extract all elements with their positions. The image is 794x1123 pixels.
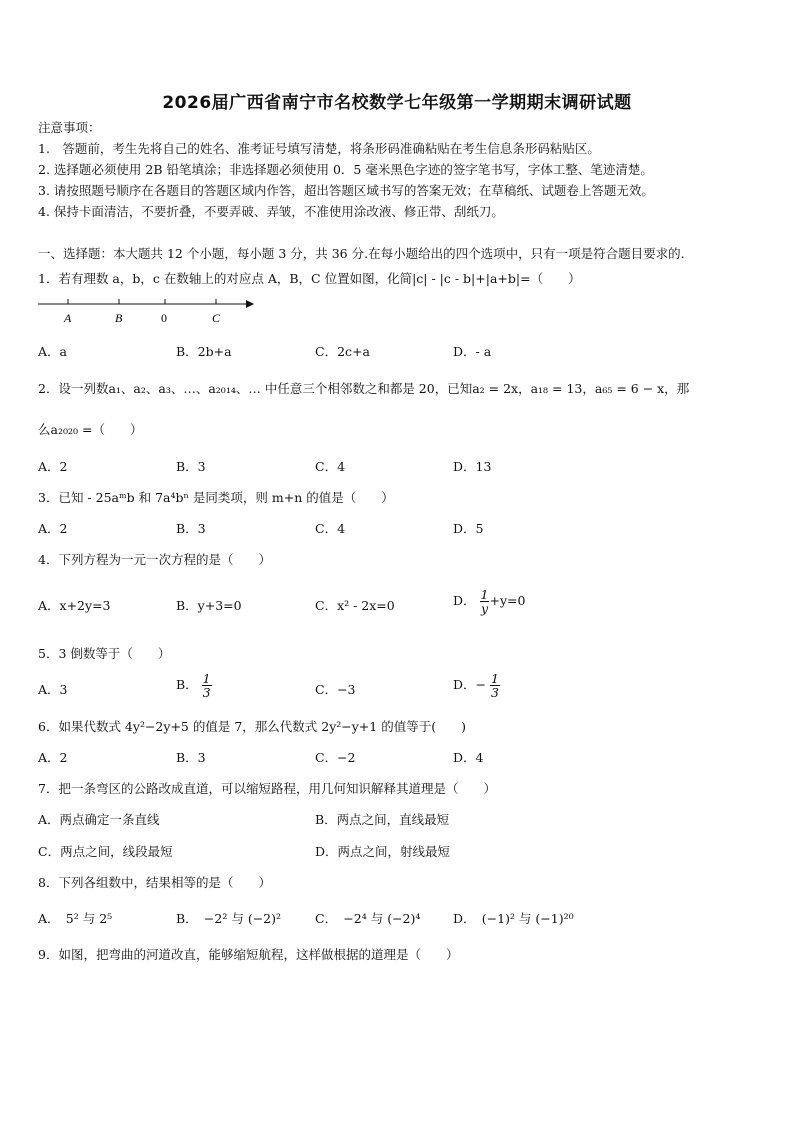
notice-item-1: 1. 答题前，考生先将自己的姓名、准考证号填写清楚，将条形码准确粘贴在考生信息条形码粘贴区。 bbox=[38, 141, 600, 156]
q4-option-c: C．x² - 2x=0 bbox=[315, 598, 395, 613]
question-1-stem: 1．若有理数 a，b，c 在数轴上的对应点 A，B，C 位置如图，化简|c| - |c - b|+|a+b|=（ ） bbox=[38, 271, 581, 286]
q5-option-d bbox=[453, 672, 500, 699]
q6-option-c: C．−2 bbox=[315, 750, 356, 765]
q6-option-b: B．3 bbox=[176, 750, 206, 765]
q4-fraction bbox=[480, 588, 490, 615]
q6-option-a: A．2 bbox=[38, 750, 68, 765]
q5-option-d-label: D．− bbox=[453, 677, 486, 692]
q1-option-a: A．a bbox=[38, 344, 67, 359]
q1-option-c: C．2c+a bbox=[315, 344, 370, 359]
q1-option-b: B．2b+a bbox=[176, 344, 232, 359]
q2-option-b: B．3 bbox=[176, 459, 206, 474]
q5-option-a: A．3 bbox=[38, 682, 68, 697]
number-line-arrow bbox=[246, 300, 254, 308]
q4-option-d-label: D． bbox=[453, 593, 476, 608]
notice-heading: 注意事项： bbox=[38, 120, 101, 135]
q5-d-fraction bbox=[490, 672, 500, 699]
q8-option-d: D． (−1)² 与 (−1)²⁰ bbox=[453, 911, 574, 926]
notice-item-4: 4. 保持卡面清洁，不要折叠，不要弄破、弄皱，不准使用涂改液、修正带、刮纸刀。 bbox=[38, 204, 504, 219]
label-c: C bbox=[212, 311, 221, 325]
q7-option-d: D．两点之间，射线最短 bbox=[315, 844, 451, 859]
label-a: A bbox=[64, 311, 72, 325]
question-3-stem: 3．已知 - 25aᵐb 和 7a⁴bⁿ 是同类项，则 m+n 的值是（ ） bbox=[38, 490, 394, 505]
q4-option-a: A．x+2y=3 bbox=[38, 598, 111, 613]
q5-b-numerator: 1 bbox=[202, 671, 211, 686]
question-6-stem: 6．如果代数式 4y²−2y+5 的值是 7，那么代数式 2y²−y+1 的值等于( ) bbox=[38, 719, 466, 734]
q4-fraction-numerator: 1 bbox=[480, 587, 489, 602]
q7-option-b: B．两点之间，直线最短 bbox=[315, 812, 450, 827]
q3-option-a: A．2 bbox=[38, 521, 68, 536]
q5-d-denominator: 3 bbox=[490, 685, 499, 700]
q5-option-b bbox=[176, 672, 212, 699]
q5-b-fraction bbox=[202, 672, 212, 699]
notice-item-3: 3. 请按照题号顺序在各题目的答题区域内作答，超出答题区域书写的答案无效；在草稿纸、试题卷上答题无效。 bbox=[38, 183, 654, 198]
q5-option-c: C．−3 bbox=[315, 682, 356, 697]
label-zero: 0 bbox=[161, 311, 167, 325]
question-5-stem: 5．3 倒数等于（ ） bbox=[38, 646, 171, 661]
number-line-svg bbox=[38, 296, 258, 326]
q5-b-denominator: 3 bbox=[202, 685, 211, 700]
q3-option-b: B．3 bbox=[176, 521, 206, 536]
q8-option-c: C． −2⁴ 与 (−2)⁴ bbox=[315, 911, 421, 926]
q6-option-d: D．4 bbox=[453, 750, 484, 765]
q3-option-d: D．5 bbox=[453, 521, 484, 536]
question-9-stem: 9．如图，把弯曲的河道改直，能够缩短航程，这样做根据的道理是（ ） bbox=[38, 947, 459, 962]
q8-option-a: A． 5² 与 2⁵ bbox=[38, 911, 113, 926]
question-7-stem: 7．把一条弯区的公路改成直道，可以缩短路程，用几何知识解释其道理是（ ） bbox=[38, 781, 496, 796]
q5-d-numerator: 1 bbox=[490, 671, 499, 686]
q2-option-c: C．4 bbox=[315, 459, 346, 474]
q7-option-c: C．两点之间，线段最短 bbox=[38, 844, 173, 859]
q5-option-b-label: B． bbox=[176, 677, 198, 692]
q4-option-d bbox=[453, 588, 525, 615]
question-8-stem: 8．下列各组数中，结果相等的是（ ） bbox=[38, 875, 271, 890]
label-b: B bbox=[115, 311, 123, 325]
q7-option-a: A．两点确定一条直线 bbox=[38, 812, 160, 827]
q4-option-d-tail: +y=0 bbox=[489, 593, 526, 608]
q4-fraction-denominator: y bbox=[480, 601, 489, 616]
section-heading: 一、选择题：本大题共 12 个小题，每小题 3 分，共 36 分.在每小题给出的四个选项中，只有一项是符合题目要求的. bbox=[38, 246, 685, 261]
question-2-stem-cont: 么a₂₀₂₀ =（ ） bbox=[38, 422, 143, 437]
q3-option-c: C．4 bbox=[315, 521, 346, 536]
q4-option-b: B．y+3=0 bbox=[176, 598, 242, 613]
q8-option-b: B． −2² 与 (−2)² bbox=[176, 911, 282, 926]
question-2-stem: 2．设一列数a₁、a₂、a₃、…、a₂₀₁₄、… 中任意三个相邻数之和都是 20，已知a₂ = 2x，a₁₈ = 13，a₆₅ = 6 − x，那 bbox=[38, 381, 690, 396]
number-line-figure bbox=[38, 296, 258, 326]
q2-option-d: D．13 bbox=[453, 459, 492, 474]
page-title: 2026届广西省南宁市名校数学七年级第一学期期末调研试题 bbox=[162, 93, 632, 113]
q2-option-a: A．2 bbox=[38, 459, 68, 474]
question-4-stem: 4．下列方程为一元一次方程的是（ ） bbox=[38, 552, 271, 567]
q1-option-d: D．- a bbox=[453, 344, 492, 359]
notice-item-2: 2. 选择题必须使用 2B 铅笔填涂；非选择题必须使用 0．5 毫米黑色字迹的签字笔书写，字体工整、笔迹清楚。 bbox=[38, 162, 653, 177]
